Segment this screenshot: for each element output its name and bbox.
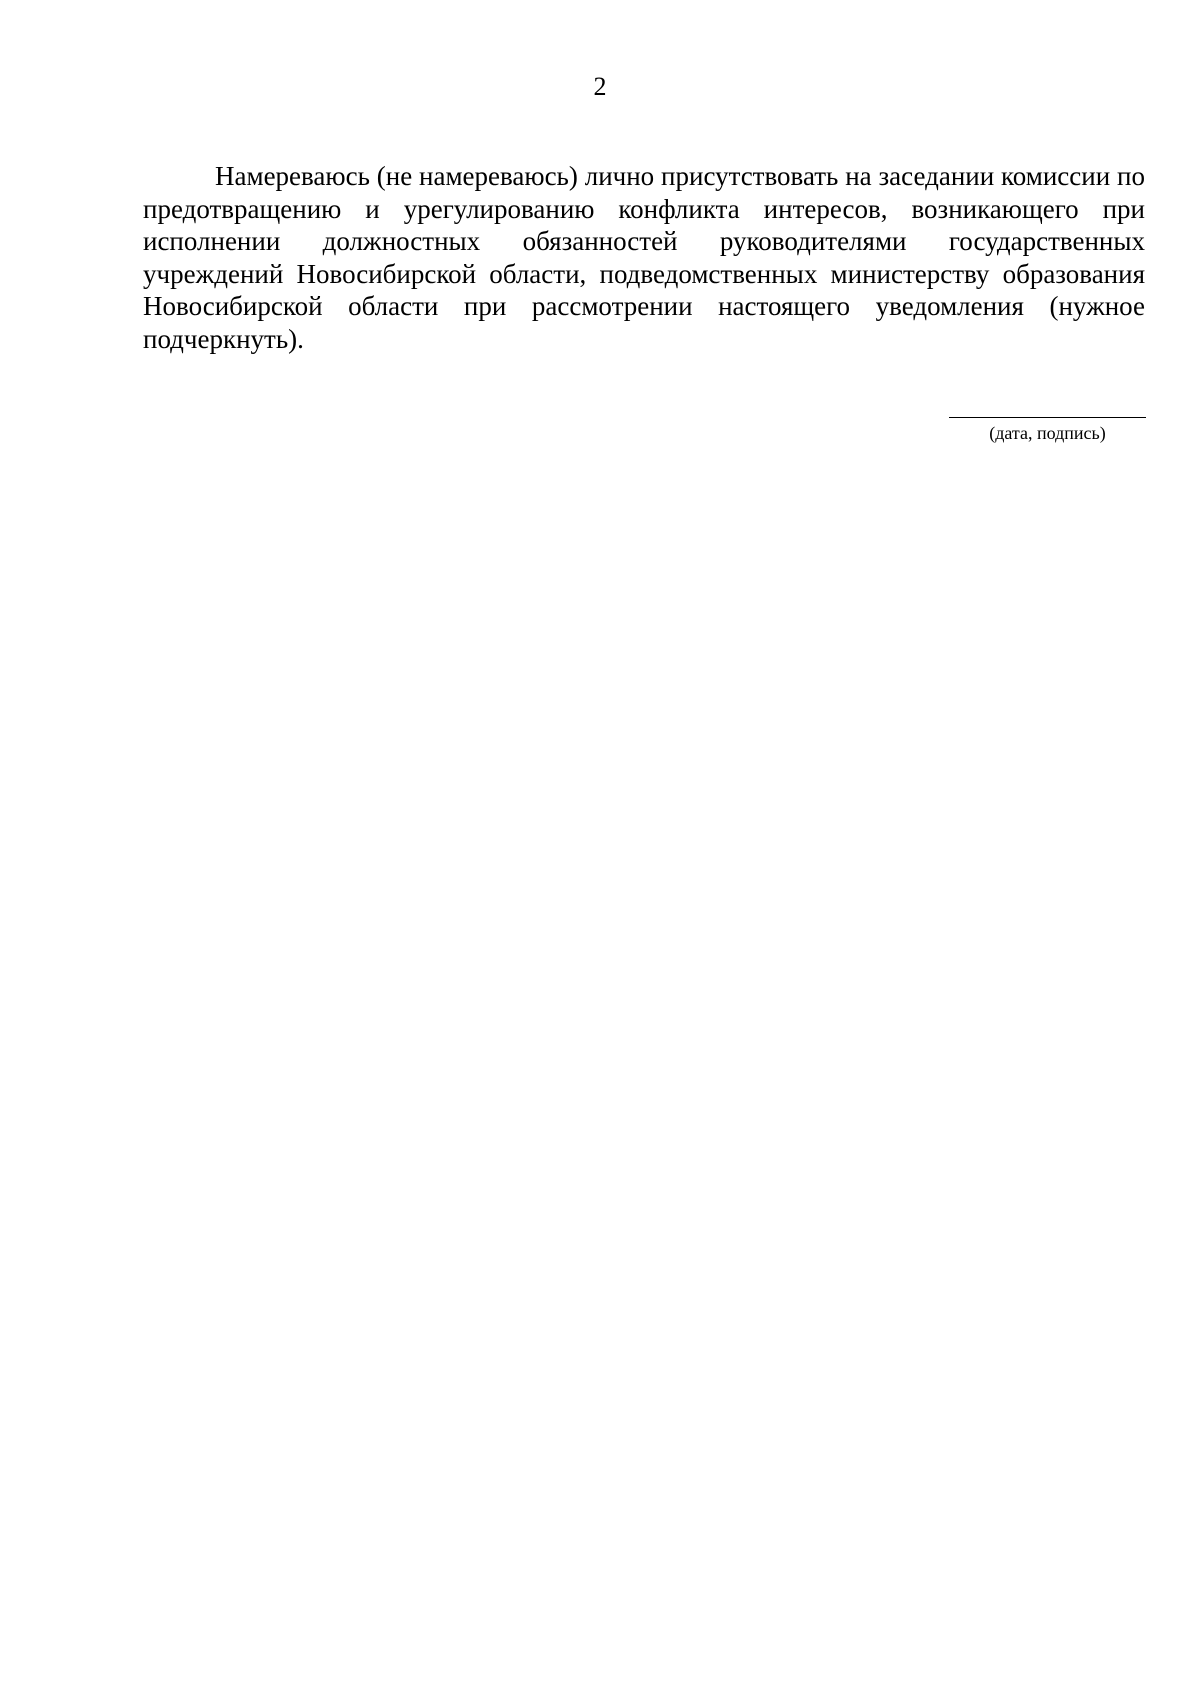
page-number: 2 — [593, 72, 607, 101]
statement-paragraph: Намереваюсь (не намереваюсь) лично присутствовать на заседании комиссии по предотвращению и урегулированию конфликта интересов, возникающего при исполнении должностных обязанностей руководителями государственных учреждений Новосибирской области, подведомственных министерству образования Новосибирской области при рассмотрении настоящего уведомления (нужное подчеркнуть). — [143, 161, 1145, 354]
signature-block — [949, 417, 1146, 444]
signature-caption: (дата, подпись) — [989, 423, 1106, 443]
signature-line — [949, 417, 1146, 418]
